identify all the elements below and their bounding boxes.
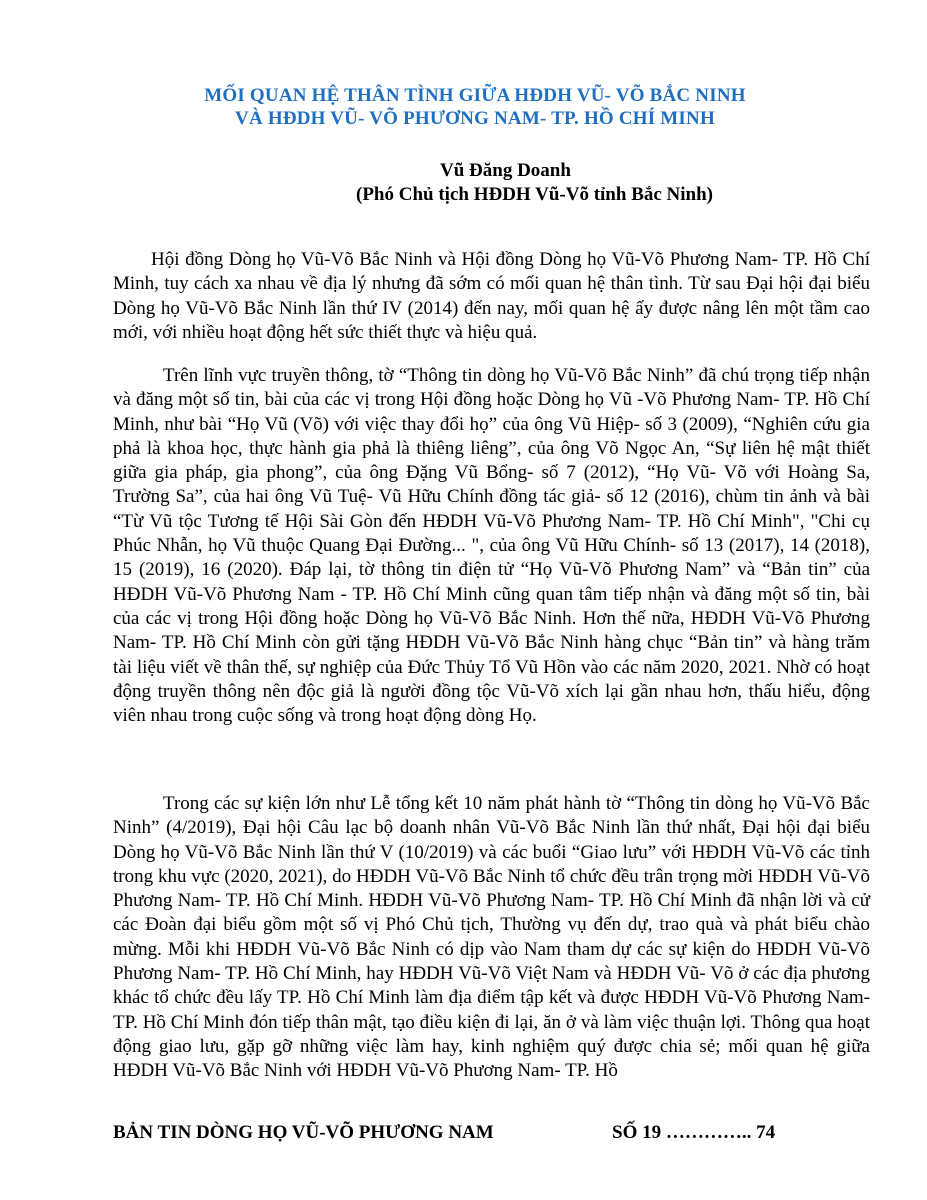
footer-publication-name: BẢN TIN DÒNG HỌ VŨ-VÕ PHƯƠNG NAM: [113, 1122, 494, 1143]
paragraph-3: Trong các sự kiện lớn như Lễ tổng kết 10 năm phát hành tờ “Thông tin dòng họ Vũ-Võ Bắc Ninh” (4/2019), Đại hội Câu lạc bộ doanh nhân Vũ-Võ Bắc Ninh lần thứ nhất, Đại hội đại biểu Dòng họ Vũ-Võ Bắc Ninh lần thứ V (10/2019) và các buổi “Giao lưu” với HĐDH Vũ-Võ các tỉnh trong khu vực (2020, 2021), do HĐDH Vũ-Võ Bắc Ninh tổ chức đều trân trọng mời HĐDH Vũ-Võ Phương Nam- TP. Hồ Chí Minh. HĐDH Vũ-Võ Phương Nam- TP. Hồ Chí Minh đã nhận lời và cử các Đoàn đại biểu gồm một số vị Phó Chủ tịch, Thường vụ đến dự, trao quà và phát biểu chào mừng. Mỗi khi HĐDH Vũ-Võ Bắc Ninh có dịp vào Nam tham dự các sự kiện do HĐDH Vũ-Võ Phương Nam- TP. Hồ Chí Minh, hay HĐDH Vũ-Võ Việt Nam và HĐDH Vũ- Võ ở các địa phương khác tổ chức đều lấy TP. Hồ Chí Minh làm địa điểm tập kết và được HĐDH Vũ-Võ Phương Nam- TP. Hồ Chí Minh đón tiếp thân mật, tạo điều kiện đi lại, ăn ở và làm việc thuận lợi. Thông qua hoạt động giao lưu, gặp gỡ những việc làm hay, kinh nghiệm quý được chia sẻ; mối quan hệ giữa HĐDH Vũ-Võ Bắc Ninh với HĐDH Vũ-Võ Phương Nam- TP. Hồ: [113, 793, 870, 1082]
footer-issue-page: SỐ 19 ………….. 74: [612, 1122, 776, 1143]
paragraph-1: Hội đồng Dòng họ Vũ-Võ Bắc Ninh và Hội đồng Dòng họ Vũ-Võ Phương Nam- TP. Hồ Chí Minh, tuy cách xa nhau về địa lý nhưng đã sớm có mối quan hệ thân tình. Từ sau Đại hội đại biểu Dòng họ Vũ-Võ Bắc Ninh lần thứ IV (2014) đến nay, mối quan hệ ấy được nâng lên một tầm cao mới, với nhiều hoạt động hết sức thiết thực và hiệu quả.: [113, 249, 870, 343]
article-title-line-1: MỐI QUAN HỆ THÂN TÌNH GIỮA HĐDH VŨ- VÕ BẮC NINH: [204, 85, 746, 106]
paragraph-2: Trên lĩnh vực truyền thông, tờ “Thông tin dòng họ Vũ-Võ Bắc Ninh” đã chú trọng tiếp nhận và đăng một số tin, bài của các vị trong Hội đồng hoặc Dòng họ Vũ -Võ Phương Nam- TP. Hồ Chí Minh, như bài “Họ Vũ (Võ) với việc thay đổi họ” của ông Vũ Hiệp- số 3 (2009), “Nghiên cứu gia phả là khoa học, thực hành gia phả là thiêng liêng”, của ông Võ Ngọc An, “Sự liên hệ mật thiết giữa gia pháp, gia phong”, của ông Đặng Vũ Bổng- số 7 (2012), “Họ Vũ- Võ với Hoàng Sa, Trường Sa”, của hai ông Vũ Tuệ- Vũ Hữu Chính đồng tác giả- số 12 (2016), chùm tin ảnh và bài “Từ Vũ tộc Tương tế Hội Sài Gòn đến HĐDH Vũ-Võ Phương Nam- TP. Hồ Chí Minh", "Chi cụ Phúc Nhẫn, họ Vũ thuộc Quang Đại Đường... ", của ông Vũ Hữu Chính- số 13 (2017), 14 (2018), 15 (2019), 16 (2020). Đáp lại, tờ thông tin điện tử “Họ Vũ-Võ Phương Nam” và “Bản tin” của HĐDH Vũ-Võ Phương Nam - TP. Hồ Chí Minh cũng quan tâm tiếp nhận và đăng một số tin, bài của các vị trong Hội đồng hoặc Dòng họ Vũ-Võ Bắc Ninh. Hơn thế nữa, HĐDH Vũ-Võ Phương Nam- TP. Hồ Chí Minh còn gửi tặng HĐDH Vũ-Võ Bắc Ninh hàng chục “Bản tin” và hàng trăm tài liệu viết về thân thế, sự nghiệp của Đức Thủy Tổ Vũ Hồn vào các năm 2020, 2021. Nhờ có hoạt động truyền thông nên độc giả là người đồng tộc Vũ-Võ xích lại gần nhau hơn, thấu hiểu, động viên nhau trong cuộc sống và trong hoạt động dòng Họ.: [113, 365, 870, 727]
article-title-line-2: VÀ HĐDH VŨ- VÕ PHƯƠNG NAM- TP. HỒ CHÍ MINH: [235, 108, 715, 129]
author-role: (Phó Chủ tịch HĐDH Vũ-Võ tỉnh Bắc Ninh): [356, 184, 714, 205]
author-name: Vũ Đăng Doanh: [440, 160, 571, 181]
